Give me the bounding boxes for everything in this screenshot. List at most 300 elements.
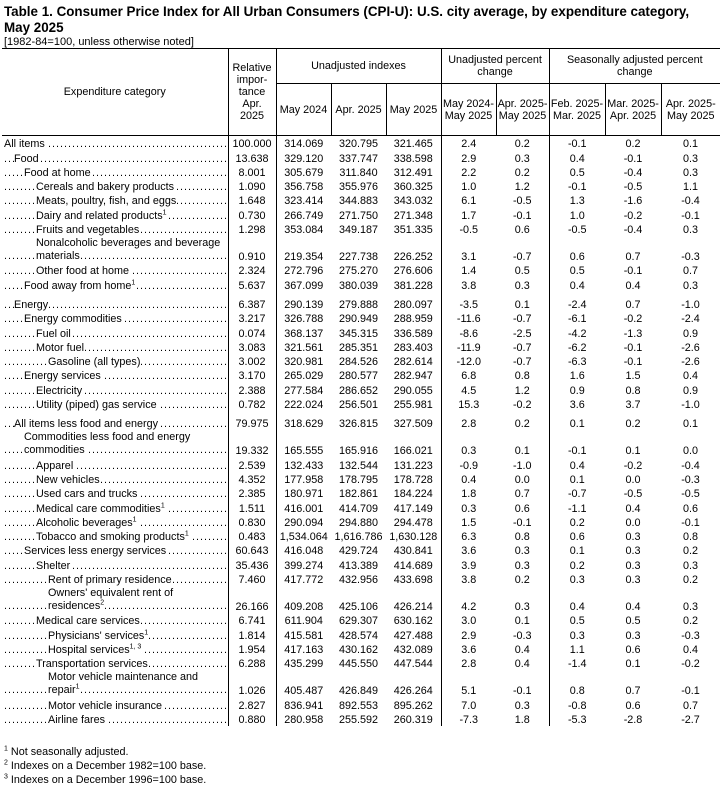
row-category-text: Airline fares [48, 713, 106, 726]
row-value: 290.094 [276, 515, 331, 529]
row-value: 349.187 [338, 224, 379, 237]
row-value: 2.8 [441, 656, 496, 670]
row-value: -0.4 [681, 195, 700, 208]
row-value: 0.7 [625, 685, 641, 698]
row-value: -0.7 [512, 356, 532, 369]
row-value: 0.7 [514, 488, 530, 501]
row-category-text: Energy commodities [24, 313, 122, 326]
row-category-text: Fruits and vegetables [36, 224, 140, 237]
row-value: -0.2 [512, 399, 532, 412]
table-row [2, 340, 720, 354]
row-value: 320.981 [276, 354, 331, 368]
row-category-text: Medical care commodities [36, 502, 161, 515]
row-value: 1.8 [441, 486, 496, 500]
row-category-text: Nonalcoholic beverages and beverage materials [36, 237, 221, 263]
row-value: -0.1 [681, 209, 700, 222]
header-col-apr25-may25-sa: Apr. 2025- May 2025 [661, 84, 720, 136]
row-category [2, 354, 228, 368]
row-value: 0.3 [514, 545, 530, 558]
row-value: 294.478 [393, 516, 433, 529]
row-value: 0.2 [514, 574, 530, 587]
row-category [2, 529, 228, 543]
row-relative-importance: 0.830 [228, 515, 276, 529]
row-value: 417.772 [276, 572, 331, 586]
row-value: -0.3 [681, 629, 700, 642]
row-value: 0.6 [549, 236, 605, 263]
row-category-text: Food at home [24, 166, 91, 179]
row-value: 0.4 [549, 150, 605, 164]
row-value: 6.3 [441, 529, 496, 543]
row-value: 0.3 [683, 601, 699, 614]
row-category-label [14, 418, 159, 430]
row-value: -2.6 [681, 341, 700, 354]
row-value: 285.351 [338, 341, 379, 354]
row-category-text: Meats, poultry, fish, and eggs [36, 195, 177, 208]
row-category-label [24, 280, 136, 292]
row-value: 178.728 [393, 473, 433, 486]
row-value: 266.749 [276, 207, 331, 221]
footnote-marker: 1 [144, 629, 149, 637]
row-value: 227.738 [338, 251, 379, 264]
table-row [2, 457, 720, 471]
row-category [2, 222, 228, 236]
row-category-text: Utility (piped) gas service [36, 399, 157, 412]
header-relative-importance: Relative impor- tance Apr. 2025 [228, 49, 276, 136]
row-value: -0.3 [681, 473, 700, 486]
row-category-text: Alcoholic beverages [36, 516, 133, 529]
row-value: 1,616.786 [334, 531, 383, 544]
row-category-label [36, 342, 85, 354]
row-value: 318.629 [276, 411, 331, 430]
row-value: 0.3 [625, 574, 641, 587]
row-value: -0.7 [512, 313, 532, 326]
header-col-may-2025: May 2025 [386, 84, 441, 136]
row-value: 355.976 [338, 181, 379, 194]
row-value: 447.544 [393, 658, 433, 671]
row-value: 0.7 [683, 265, 699, 278]
row-relative-importance: 2.827 [228, 697, 276, 711]
row-value: -0.1 [549, 430, 605, 457]
footnote-marker: 1 [75, 683, 80, 691]
row-relative-importance: 1.026 [228, 670, 276, 697]
row-category-label [48, 587, 173, 612]
row-value: 0.8 [549, 670, 605, 697]
row-category-label [36, 399, 158, 411]
row-category [2, 325, 228, 339]
row-category [2, 165, 228, 179]
header-col-mar25-apr25: Mar. 2025- Apr. 2025 [605, 84, 661, 136]
table-row [2, 236, 720, 263]
row-value: 367.099 [276, 277, 331, 291]
row-value: 226.252 [393, 251, 433, 264]
row-relative-importance: 3.002 [228, 354, 276, 368]
row-category-text: Dairy and related products [36, 209, 163, 222]
row-value: 277.584 [276, 382, 331, 396]
row-category-text: Medical care services [36, 615, 140, 628]
row-value: -0.5 [623, 181, 643, 194]
row-category-label [48, 356, 141, 368]
row-value: 0.6 [514, 502, 530, 515]
row-category-text: Commodities less food and energy commodities [24, 431, 191, 457]
footnote-marker: 1 [162, 209, 167, 217]
row-value: 433.698 [393, 574, 433, 587]
row-value: 286.652 [338, 384, 379, 397]
row-value: 0.2 [549, 557, 605, 571]
table-row [2, 222, 720, 236]
row-value: 0.6 [625, 699, 641, 712]
row-value: 426.264 [393, 685, 433, 698]
row-value: 0.2 [683, 615, 699, 628]
row-relative-importance: 0.074 [228, 325, 276, 339]
row-value: 0.3 [683, 224, 699, 237]
row-value: 381.228 [393, 279, 433, 292]
row-relative-importance: 4.352 [228, 472, 276, 486]
row-value: 1.2 [514, 181, 530, 194]
row-value: 329.120 [276, 150, 331, 164]
table-row [2, 486, 720, 500]
table-row [2, 500, 720, 514]
row-category-label [24, 431, 190, 456]
row-relative-importance: 100.000 [228, 136, 276, 151]
row-value: 323.414 [276, 193, 331, 207]
row-relative-importance: 2.388 [228, 382, 276, 396]
footnote-number: 3 [4, 773, 8, 781]
row-value: 0.1 [549, 411, 605, 430]
row-category [2, 340, 228, 354]
row-value: 0.4 [441, 472, 496, 486]
row-value: 0.7 [683, 699, 699, 712]
table-row [2, 472, 720, 486]
footnote-text: Indexes on a December 1996=100 base. [10, 774, 207, 786]
row-category [2, 642, 228, 656]
row-category-text: Tobacco and smoking products [36, 531, 185, 544]
row-relative-importance: 13.638 [228, 150, 276, 164]
row-category-text: Electricity [36, 384, 83, 397]
row-value: 279.888 [338, 298, 379, 311]
row-value: 0.1 [514, 445, 530, 458]
row-value: 290.949 [338, 313, 379, 326]
row-value: 184.224 [393, 488, 433, 501]
table-row [2, 543, 720, 557]
row-relative-importance: 60.643 [228, 543, 276, 557]
row-value: 1.7 [441, 207, 496, 221]
footnote-marker: 1 [131, 279, 136, 287]
header-col-may-2024: May 2024 [276, 84, 331, 136]
row-category-label [14, 153, 40, 165]
row-value: 3.0 [441, 613, 496, 627]
row-category-label [36, 488, 138, 500]
row-category [2, 292, 228, 311]
row-category [2, 515, 228, 529]
row-category-label [4, 138, 46, 150]
row-value: 0.3 [514, 152, 530, 165]
row-category-label [24, 545, 167, 557]
row-category-text: Motor fuel [36, 341, 85, 354]
row-value: 1.5 [441, 515, 496, 529]
table-row [2, 207, 720, 221]
row-value: 0.1 [683, 138, 699, 151]
row-value: 0.2 [625, 138, 641, 151]
row-value: -2.7 [681, 713, 700, 726]
row-category [2, 486, 228, 500]
row-category-text: Other food at home [36, 265, 130, 278]
row-value: 0.2 [514, 166, 530, 179]
row-value: 0.3 [549, 572, 605, 586]
row-value: 0.3 [683, 559, 699, 572]
row-value: 0.0 [625, 473, 641, 486]
row-value: 0.3 [683, 152, 699, 165]
row-value: -0.7 [512, 251, 532, 264]
row-value: 0.3 [549, 627, 605, 641]
row-value: 288.959 [393, 313, 433, 326]
row-value: -1.0 [681, 399, 700, 412]
row-value: -0.1 [623, 341, 643, 354]
row-value: 305.679 [276, 165, 331, 179]
row-category-text: Transportation services [36, 658, 148, 671]
row-value: 0.1 [549, 543, 605, 557]
row-category-label [24, 167, 92, 179]
row-relative-importance: 7.460 [228, 572, 276, 586]
row-relative-importance: 5.637 [228, 277, 276, 291]
table-row [2, 613, 720, 627]
row-value: 0.2 [549, 515, 605, 529]
row-value: 0.1 [625, 445, 641, 458]
row-category [2, 397, 228, 411]
row-relative-importance: 1.298 [228, 222, 276, 236]
row-value: 272.796 [276, 263, 331, 277]
row-category [2, 656, 228, 670]
header-unadjusted-percent-change: Unadjusted percent change [441, 49, 549, 84]
row-value: 312.491 [393, 166, 433, 179]
row-value: 282.614 [393, 356, 433, 369]
row-category-label [36, 195, 177, 207]
row-relative-importance: 19.332 [228, 430, 276, 457]
row-value: 178.795 [338, 473, 379, 486]
row-value: 0.3 [441, 500, 496, 514]
row-value: 282.947 [393, 370, 433, 383]
row-value: -0.5 [512, 195, 532, 208]
row-value: 425.106 [338, 601, 379, 614]
row-value: 321.465 [393, 138, 433, 151]
row-relative-importance: 1.814 [228, 627, 276, 641]
row-value: -1.4 [549, 656, 605, 670]
row-category-label [48, 630, 149, 642]
row-value: 0.0 [514, 473, 530, 486]
table-row [2, 411, 720, 430]
row-category [2, 543, 228, 557]
row-category-label [36, 531, 190, 543]
row-value: 426.214 [393, 601, 433, 614]
row-value: 1.0 [441, 179, 496, 193]
row-category-text: Cereals and bakery products [36, 181, 175, 194]
row-value: 275.270 [338, 265, 379, 278]
table-row [2, 430, 720, 457]
row-category [2, 430, 228, 457]
row-relative-importance: 2.539 [228, 457, 276, 471]
table-row [2, 179, 720, 193]
row-value: -0.1 [512, 685, 532, 698]
row-value: 416.001 [276, 500, 331, 514]
row-value: -7.3 [441, 712, 496, 726]
row-value: -3.5 [441, 292, 496, 311]
row-value: 256.501 [338, 399, 379, 412]
row-category-text: Energy services [24, 370, 101, 383]
row-relative-importance: 6.288 [228, 656, 276, 670]
row-value: 0.2 [683, 545, 699, 558]
row-category [2, 382, 228, 396]
row-value: -0.1 [623, 356, 643, 369]
row-value: 895.262 [393, 699, 433, 712]
row-value: -0.2 [623, 313, 643, 326]
row-value: 0.6 [683, 502, 699, 515]
header-col-may24-may25: May 2024- May 2025 [441, 84, 496, 136]
row-value: 0.0 [625, 516, 641, 529]
row-value: 3.9 [441, 557, 496, 571]
row-category [2, 277, 228, 291]
row-value: 836.941 [276, 697, 331, 711]
row-value: 0.2 [625, 418, 641, 431]
row-value: -0.9 [441, 457, 496, 471]
row-value: 0.8 [514, 370, 530, 383]
row-category-text: Food [14, 152, 39, 165]
row-category-text: Services less energy services [24, 545, 167, 558]
row-value: 0.5 [549, 165, 605, 179]
row-value: 353.084 [276, 222, 331, 236]
row-category-text: New vehicles [36, 473, 100, 486]
row-value: 314.069 [276, 136, 331, 151]
row-value: -1.6 [623, 195, 643, 208]
row-value: 2.4 [441, 136, 496, 151]
row-category-text: Shelter [36, 559, 71, 572]
row-value: -0.1 [512, 516, 532, 529]
row-value: 356.758 [276, 179, 331, 193]
row-value: 343.032 [393, 195, 433, 208]
row-value: 445.550 [338, 658, 379, 671]
footnote [4, 774, 206, 786]
row-value: 0.6 [625, 643, 641, 656]
row-value: 1.6 [549, 368, 605, 382]
row-value: 368.137 [276, 325, 331, 339]
row-value: 0.3 [625, 629, 641, 642]
table-row [2, 354, 720, 368]
row-category-text: All items [4, 138, 45, 151]
row-value: 2.9 [441, 627, 496, 641]
row-value: -1.3 [623, 327, 643, 340]
row-value: 0.4 [625, 502, 641, 515]
row-value: 165.555 [276, 430, 331, 457]
row-value: 0.2 [514, 418, 530, 431]
row-value: 1.8 [514, 713, 530, 726]
row-category-text: Apparel [36, 459, 74, 472]
row-value: 3.6 [441, 642, 496, 656]
row-category-label [36, 517, 138, 529]
table-row [2, 368, 720, 382]
row-category [2, 712, 228, 726]
row-value: 7.0 [441, 697, 496, 711]
table-row [2, 397, 720, 411]
row-category [2, 236, 228, 263]
row-value: 0.8 [514, 531, 530, 544]
table-title: Table 1. Consumer Price Index for All Urban Consumers (CPI-U): U.S. city average, by expenditure category, May 2025 [4, 4, 690, 35]
row-value: 0.3 [625, 559, 641, 572]
row-value: 15.3 [441, 397, 496, 411]
row-category-text: Energy [14, 298, 49, 311]
header-col-apr25-may25: Apr. 2025- May 2025 [496, 84, 549, 136]
row-value: 177.958 [276, 472, 331, 486]
row-value: -0.2 [623, 209, 643, 222]
row-value: 280.097 [393, 298, 433, 311]
row-value: 0.4 [625, 601, 641, 614]
row-value: -0.1 [512, 209, 532, 222]
row-value: -0.7 [549, 486, 605, 500]
row-relative-importance: 79.975 [228, 411, 276, 430]
row-value: 321.561 [276, 340, 331, 354]
row-value: 0.7 [625, 251, 641, 264]
row-category-label [36, 503, 166, 515]
row-category [2, 586, 228, 613]
row-value: 629.307 [338, 615, 379, 628]
row-value: 1.1 [549, 642, 605, 656]
row-relative-importance: 6.387 [228, 292, 276, 311]
row-value: -2.4 [549, 292, 605, 311]
row-relative-importance: 0.730 [228, 207, 276, 221]
row-value: -5.3 [549, 712, 605, 726]
footnote-marker: 1 [184, 530, 189, 538]
footnote-text: Indexes on a December 1982=100 base. [10, 760, 207, 772]
row-relative-importance: 26.166 [228, 586, 276, 613]
row-value: 0.4 [549, 457, 605, 471]
row-value: 0.8 [625, 384, 641, 397]
row-value: 409.208 [276, 586, 331, 613]
row-value: 0.1 [549, 472, 605, 486]
row-value: 132.433 [276, 457, 331, 471]
table-header [2, 49, 720, 136]
row-category-label [36, 210, 168, 222]
row-category-label [24, 313, 123, 325]
table-row [2, 656, 720, 670]
row-category [2, 411, 228, 430]
row-value: -2.5 [512, 327, 532, 340]
row-value: 3.8 [441, 277, 496, 291]
row-category-text: Owners' equivalent rent of residences [48, 587, 174, 613]
row-value: 0.1 [514, 298, 530, 311]
row-value: 435.299 [276, 656, 331, 670]
table-row [2, 165, 720, 179]
row-value: 131.223 [393, 459, 433, 472]
table-row [2, 557, 720, 571]
row-value: 180.971 [276, 486, 331, 500]
footnote [4, 746, 129, 758]
row-value: 265.029 [276, 368, 331, 382]
row-value: 344.883 [338, 195, 379, 208]
row-value: -8.6 [441, 325, 496, 339]
table-row [2, 193, 720, 207]
row-relative-importance: 0.910 [228, 236, 276, 263]
row-relative-importance: 0.483 [228, 529, 276, 543]
row-relative-importance: 1.648 [228, 193, 276, 207]
row-category [2, 457, 228, 471]
row-value: 284.526 [338, 356, 379, 369]
row-relative-importance: 2.324 [228, 263, 276, 277]
row-value: 1.2 [514, 384, 530, 397]
table-row [2, 382, 720, 396]
row-value: 611.904 [276, 613, 331, 627]
row-value: 0.3 [683, 166, 699, 179]
row-value: 430.162 [338, 643, 379, 656]
row-category-label [36, 224, 140, 236]
row-value: 336.589 [393, 327, 433, 340]
row-value: 290.139 [276, 292, 331, 311]
